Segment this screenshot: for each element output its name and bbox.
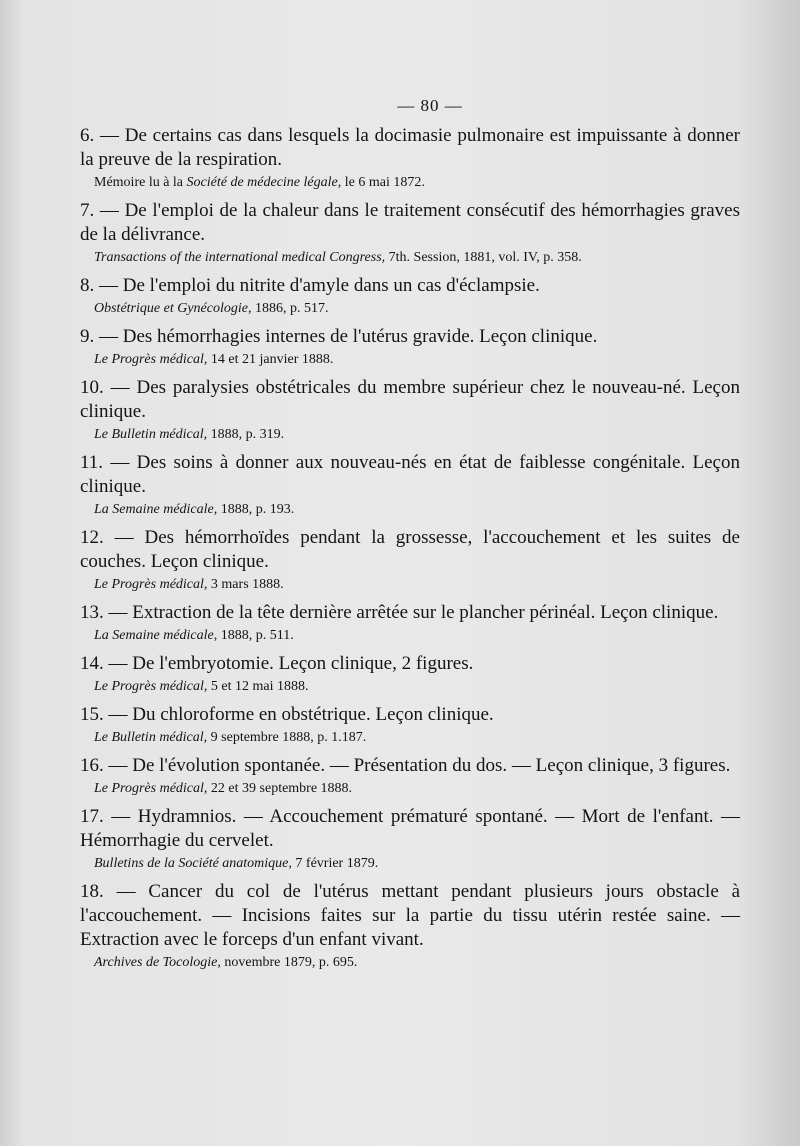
entry-source — [94, 350, 740, 370]
source-details: 9 septembre 1888, p. 1.187. — [207, 730, 367, 745]
source-journal: Le Progrès médical, — [94, 679, 208, 694]
source-journal: Le Bulletin médical, — [94, 730, 208, 745]
entry-source — [94, 299, 740, 319]
bibliography-entry — [80, 376, 740, 445]
bibliography-entry — [80, 601, 740, 646]
source-details: 22 et 39 septembre 1888. — [207, 781, 353, 796]
source-journal: Le Progrès médical, — [94, 352, 208, 367]
bibliography-entry — [80, 274, 740, 319]
entry-source — [94, 575, 740, 595]
bibliography-entry — [80, 124, 740, 193]
entry-title: 13. — Extraction de la tête dernière arrêtée sur le plancher périnéal. Leçon clinique. — [80, 602, 719, 623]
source-details: le 6 mai 1872. — [341, 175, 425, 190]
entry-title: 16. — De l'évolution spontanée. — Présentation du dos. — Leçon clinique, 3 figures. — [80, 755, 731, 776]
source-journal: Bulletins de la Société anatomique, — [94, 856, 292, 871]
bibliography-entry — [80, 880, 740, 973]
source-journal: Transactions of the international medical Congress, — [94, 250, 386, 265]
entry-source — [94, 500, 740, 520]
source-prefix: Mémoire lu à la — [94, 175, 187, 190]
source-journal: Le Progrès médical, — [94, 577, 208, 592]
source-details: 7 février 1879. — [291, 856, 379, 871]
entry-source — [94, 779, 740, 799]
entry-title: 12. — Des hémorrhoïdes pendant la grossesse, l'accouchement et les suites de couches. Leçon clinique. — [80, 527, 740, 572]
page-number: — 80 — — [397, 96, 463, 115]
entry-title: 9. — Des hémorrhagies internes de l'utérus gravide. Leçon clinique. — [80, 326, 598, 347]
bibliography-entry — [80, 805, 740, 874]
entry-title: 8. — De l'emploi du nitrite d'amyle dans un cas d'éclampsie. — [80, 275, 540, 296]
entry-title: 15. — Du chloroforme en obstétrique. Leçon clinique. — [80, 704, 494, 725]
bibliography-entry — [80, 526, 740, 595]
entry-source — [94, 854, 740, 874]
source-details: novembre 1879, p. 695. — [220, 955, 358, 970]
entry-source — [94, 677, 740, 697]
entry-source — [94, 173, 740, 193]
source-details: 7th. Session, 1881, vol. IV, p. 358. — [385, 250, 582, 265]
entry-title: 17. — Hydramnios. — Accouchement prématuré spontané. — Mort de l'enfant. — Hémorrhagie du cervelet. — [80, 806, 740, 851]
source-journal: Le Progrès médical, — [94, 781, 208, 796]
source-journal: Le Bulletin médical, — [94, 427, 208, 442]
source-details: 5 et 12 mai 1888. — [207, 679, 309, 694]
source-journal: Société de médecine légale, — [186, 175, 342, 190]
bibliography-entry — [80, 451, 740, 520]
source-journal: Archives de Tocologie, — [94, 955, 221, 970]
entry-source — [94, 728, 740, 748]
bibliography-entry — [80, 325, 740, 370]
bibliography-list — [80, 124, 740, 979]
source-details: 1888, p. 319. — [207, 427, 285, 442]
entry-title: 6. — De certains cas dans lesquels la docimasie pulmonaire est impuissante à donner la preuve de la respiration. — [80, 125, 740, 170]
source-journal: La Semaine médicale, — [94, 628, 218, 643]
entry-title: 10. — Des paralysies obstétricales du membre supérieur chez le nouveau-né. Leçon clinique. — [80, 377, 740, 422]
source-details: 1886, p. 517. — [251, 301, 329, 316]
entry-title: 18. — Cancer du col de l'utérus mettant pendant plusieurs jours obstacle à l'accouchement. — Incisions faites sur la partie du tissu utérin restée saine. — Extraction avec le forceps d'un enfant vivant. — [80, 881, 740, 950]
entry-title: 7. — De l'emploi de la chaleur dans le traitement consécutif des hémorrhagies graves de la délivrance. — [80, 200, 740, 245]
entry-source — [94, 248, 740, 268]
source-journal: La Semaine médicale, — [94, 502, 218, 517]
entry-title: 11. — Des soins à donner aux nouveau-nés en état de faiblesse congénitale. Leçon clinique. — [80, 452, 740, 497]
bibliography-entry — [80, 652, 740, 697]
entry-source — [94, 425, 740, 445]
source-details: 3 mars 1888. — [207, 577, 284, 592]
source-details: 1888, p. 193. — [217, 502, 295, 517]
source-details: 14 et 21 janvier 1888. — [207, 352, 334, 367]
entry-source — [94, 953, 740, 973]
bibliography-entry — [80, 703, 740, 748]
source-details: 1888, p. 511. — [217, 628, 294, 643]
entry-source — [94, 626, 740, 646]
source-journal: Obstétrique et Gynécologie, — [94, 301, 252, 316]
bibliography-entry — [80, 754, 740, 799]
bibliography-entry — [80, 199, 740, 268]
entry-title: 14. — De l'embryotomie. Leçon clinique, 2 figures. — [80, 653, 474, 674]
